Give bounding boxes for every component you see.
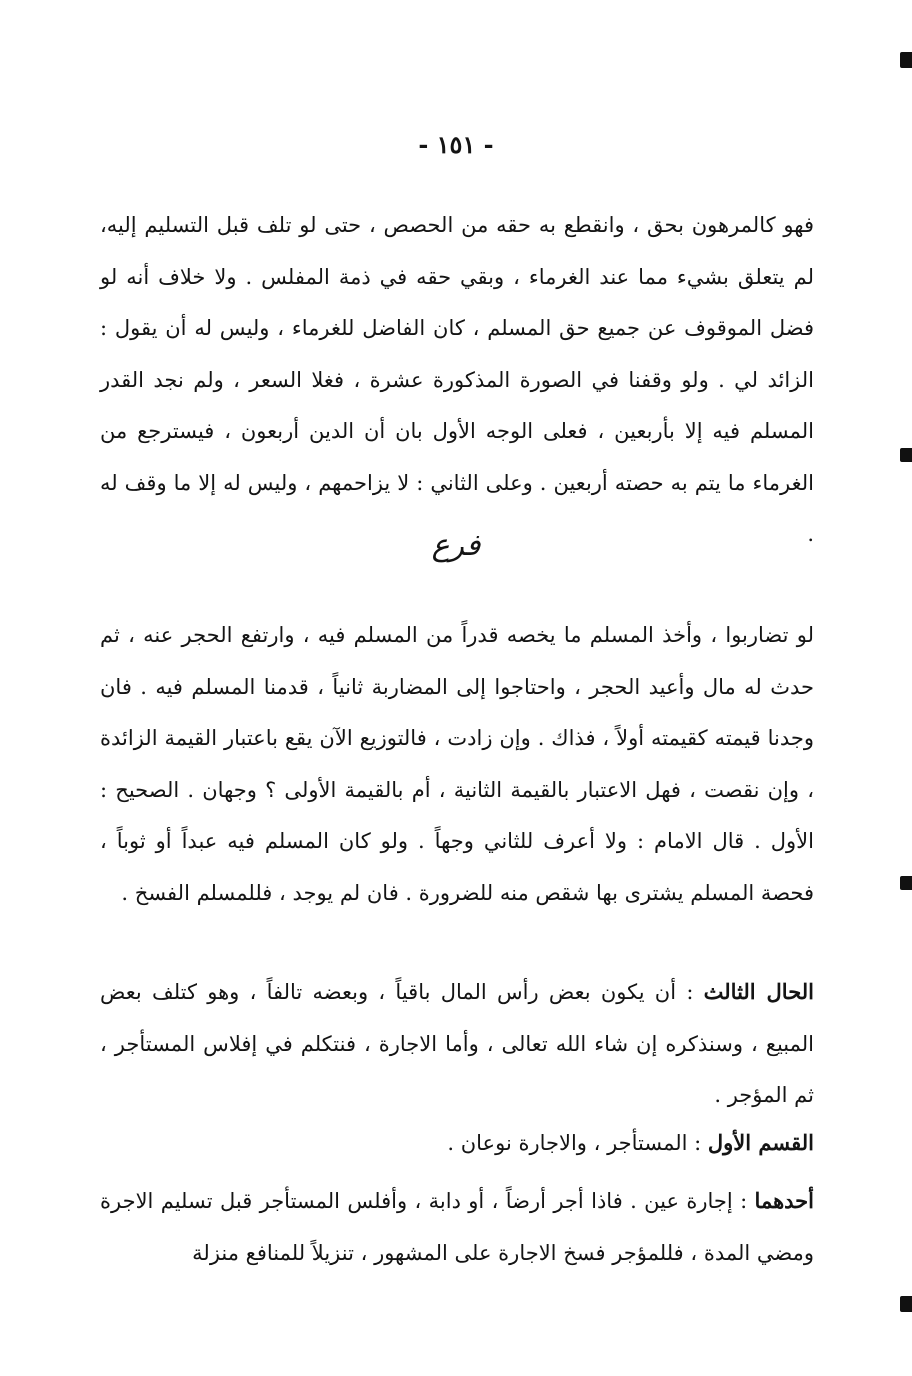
paragraph-4-text: : المستأجر ، والاجارة نوعان . [447,1131,708,1155]
paragraph-3-lead: الحال الثالث [703,979,814,1004]
paragraph-2: لو تضاربوا ، وأخذ المسلم ما يخصه قدراً من المسلم فيه ، وارتفع الحجر عنه ، ثم حدث له مال وأعيد الحجر ، واحتاجوا إلى المضاربة ثانياً ، قدمنا المسلم فيه . فان وجدنا قيمته كقيمته أولاً ، فذاك . وإن زادت ، فالتوزيع الآن يقع باعتبار القيمة الزائدة ، وإن نقصت ، فهل الاعتبار بالقيمة الثانية ، أم بالقيمة الأولى ؟ وجهان . الصحيح : الأول . قال الامام : ولا أعرف للثاني وجهاً . ولو كان المسلم فيه عبداً أو ثوباً ، فحصة المسلم يشترى بها شقص منه للضرورة . فان لم يوجد ، فللمسلم الفسخ . [100,623,814,905]
paragraph-5 [100,1175,814,1279]
paragraph-3-text: : أن يكون بعض رأس المال باقياً ، وبعضه تالفاً ، وهو كتلف بعض المبيع ، وسنذكره إن شاء الله تعالى ، وأما الاجارة ، فنتكلم في إفلاس المستأجر ، ثم المؤجر . [100,980,814,1107]
paragraph-5-text: : إجارة عين . فاذا أجر أرضاً ، أو دابة ، وأفلس المستأجر قبل تسليم الاجرة ومضي المدة ، فللمؤجر فسخ الاجارة على المشهور ، تنزيلاً للمنافع منزلة [100,1189,814,1265]
page-number: - ١٥١ - [418,130,494,159]
paragraph-4 [100,1117,814,1170]
paragraph-5-lead: أحدهما [754,1188,814,1213]
paragraph-3 [100,966,814,1122]
section-heading: فرع [431,528,481,563]
paragraph-1: فهو كالمرهون بحق ، وانقطع به حقه من الحصص ، حتى لو تلف قبل التسليم إليه، لم يتعلق بشيء مما عند الغرماء ، وبقي حقه في ذمة المفلس . ولا خلاف أنه لو فضل الموقوف عن جميع حق المسلم ، كان الفاضل للغرماء ، وليس له أن يقول : الزائد لي . ولو وقفنا في الصورة المذكورة عشرة ، فغلا السعر ، ولم نجد القدر المسلم فيه إلا بأربعين ، فعلى الوجه الأول بان أن الدين أربعون ، فيسترجع من الغرماء ما يتم به حصته أربعين . وعلى الثاني : لا يزاحمهم ، وليس له إلا ما وقف له . [100,213,814,546]
scan-edge-mark [900,1296,912,1312]
scan-edge-mark [900,448,912,462]
paragraph-4-lead: القسم الأول [707,1130,814,1155]
scan-edge-mark [900,52,912,68]
scan-edge-mark [900,876,912,890]
